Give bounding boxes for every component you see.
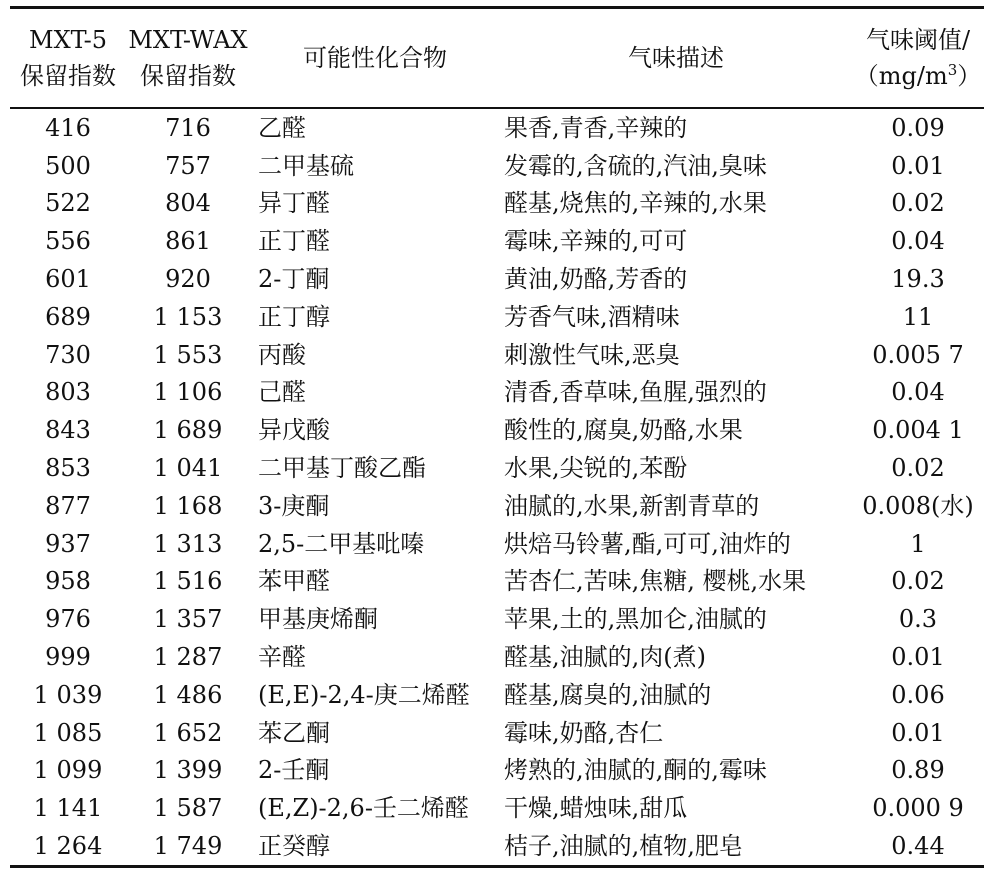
- cell-mxt5-index: 958: [45, 567, 91, 596]
- header-mxt5-retention-index: [10, 8, 126, 109]
- header-odor-description: 气味描述: [628, 44, 724, 72]
- cell-wax-index: 1 168: [153, 491, 223, 520]
- cell-odor-description: 发霉的,含硫的,汽油,臭味: [504, 151, 767, 180]
- table-body: [10, 108, 984, 866]
- header-threshold-unit-sup: 3: [947, 61, 958, 79]
- odor-compound-table: [10, 6, 984, 868]
- table-row: [10, 789, 984, 827]
- table-row: [10, 638, 984, 676]
- data-table: [10, 6, 984, 868]
- cell-compound: 丙酸: [258, 340, 306, 369]
- cell-compound: 2-壬酮: [258, 756, 330, 785]
- cell-odor-description: 苦杏仁,苦味,焦糖, 樱桃,水果: [504, 567, 807, 596]
- table-row: [10, 411, 984, 449]
- cell-wax-index: 757: [165, 151, 211, 180]
- table-row: [10, 563, 984, 601]
- cell-compound: 苯甲醛: [258, 567, 330, 596]
- cell-odor-threshold: 0.008(水): [862, 491, 974, 520]
- cell-odor-threshold: 0.04: [891, 227, 945, 256]
- cell-odor-threshold: 0.89: [891, 756, 945, 785]
- header-wax-line1: MXT-WAX: [128, 26, 248, 54]
- header-row: [10, 8, 984, 109]
- table-row: [10, 147, 984, 185]
- cell-odor-threshold: 0.3: [898, 605, 938, 634]
- cell-odor-threshold: 0.004 1: [872, 416, 964, 445]
- table-row: [10, 108, 984, 147]
- cell-odor-description: 油腻的,水果,新割青草的: [504, 491, 760, 520]
- cell-odor-threshold: 0.000 9: [872, 794, 964, 823]
- cell-wax-index: 1 313: [153, 529, 223, 558]
- cell-wax-index: 1 041: [153, 454, 223, 483]
- cell-wax-index: 920: [165, 265, 211, 294]
- table-row: [10, 487, 984, 525]
- cell-mxt5-index: 730: [45, 340, 91, 369]
- cell-compound: 甲基庚烯酮: [258, 605, 378, 634]
- cell-odor-threshold: 11: [902, 302, 934, 331]
- cell-odor-threshold: 0.01: [891, 718, 945, 747]
- header-threshold-unit: [852, 58, 984, 94]
- cell-wax-index: 861: [165, 227, 211, 256]
- cell-odor-description: 刺激性气味,恶臭: [504, 340, 680, 369]
- cell-mxt5-index: 937: [45, 529, 91, 558]
- cell-odor-threshold: 0.09: [891, 113, 945, 142]
- cell-wax-index: 1 587: [153, 794, 223, 823]
- cell-mxt5-index: 601: [45, 265, 91, 294]
- table-row: [10, 714, 984, 752]
- cell-compound: 乙醛: [258, 113, 306, 142]
- cell-odor-description: 芳香气味,酒精味: [504, 302, 680, 331]
- header-wax-line2: 保留指数: [140, 62, 236, 90]
- cell-wax-index: 804: [165, 189, 211, 218]
- cell-odor-threshold: 0.02: [891, 567, 945, 596]
- cell-odor-description: 酸性的,腐臭,奶酪,水果: [504, 416, 743, 445]
- cell-compound: 正丁醇: [258, 302, 330, 331]
- cell-wax-index: 1 652: [153, 718, 223, 747]
- cell-wax-index: 1 486: [153, 680, 223, 709]
- cell-compound: 辛醛: [258, 643, 306, 672]
- cell-mxt5-index: 1 099: [33, 756, 103, 785]
- cell-odor-description: 水果,尖锐的,苯酚: [504, 454, 688, 483]
- header-wax-retention-index: [126, 8, 250, 109]
- cell-wax-index: 716: [165, 113, 211, 142]
- cell-odor-threshold: 1: [910, 529, 926, 558]
- cell-odor-description: 干燥,蜡烛味,甜瓜: [504, 794, 688, 823]
- table-row: [10, 676, 984, 714]
- cell-mxt5-index: 999: [45, 643, 91, 672]
- cell-odor-description: 黄油,奶酪,芳香的: [504, 265, 688, 294]
- header-odor-threshold: [852, 8, 984, 109]
- cell-odor-description: 醛基,烧焦的,辛辣的,水果: [504, 189, 767, 218]
- cell-odor-description: 醛基,腐臭的,油腻的: [504, 680, 712, 709]
- cell-wax-index: 1 287: [153, 643, 223, 672]
- table-row: [10, 260, 984, 298]
- cell-wax-index: 1 357: [153, 605, 223, 634]
- cell-wax-index: 1 689: [153, 416, 223, 445]
- cell-mxt5-index: 843: [45, 416, 91, 445]
- cell-mxt5-index: 1 264: [33, 832, 103, 861]
- cell-odor-threshold: 0.04: [891, 378, 945, 407]
- cell-odor-threshold: 0.06: [891, 680, 945, 709]
- cell-compound: 3-庚酮: [258, 491, 330, 520]
- header-compound: 可能性化合物: [303, 44, 447, 72]
- cell-compound: 二甲基硫: [258, 151, 354, 180]
- table-row: [10, 827, 984, 866]
- cell-odor-threshold: 19.3: [891, 265, 945, 294]
- cell-odor-threshold: 0.01: [891, 643, 945, 672]
- cell-mxt5-index: 976: [45, 605, 91, 634]
- header-threshold-line1: 气味阈值/: [865, 26, 971, 54]
- cell-mxt5-index: 877: [45, 491, 91, 520]
- table-row: [10, 374, 984, 412]
- cell-compound: 2-丁酮: [258, 265, 330, 294]
- cell-odor-description: 苹果,土的,黑加仑,油腻的: [504, 605, 767, 634]
- cell-wax-index: 1 153: [153, 302, 223, 331]
- cell-compound: 正丁醛: [258, 227, 330, 256]
- cell-odor-threshold: 0.005 7: [872, 340, 964, 369]
- cell-mxt5-index: 853: [45, 454, 91, 483]
- cell-mxt5-index: 1 039: [33, 680, 103, 709]
- cell-compound: 异丁醛: [258, 189, 330, 218]
- cell-mxt5-index: 416: [45, 113, 91, 142]
- cell-compound: (E,E)-2,4-庚二烯醛: [258, 680, 470, 709]
- cell-odor-threshold: 0.44: [891, 832, 945, 861]
- cell-odor-description: 醛基,油腻的,肉(煮): [504, 643, 706, 672]
- cell-wax-index: 1 106: [153, 378, 223, 407]
- cell-odor-threshold: 0.01: [891, 151, 945, 180]
- cell-odor-description: 烤熟的,油腻的,酮的,霉味: [504, 756, 767, 785]
- cell-compound: 异戊酸: [258, 416, 330, 445]
- table-row: [10, 752, 984, 790]
- cell-wax-index: 1 553: [153, 340, 223, 369]
- cell-odor-description: 果香,青香,辛辣的: [504, 113, 688, 142]
- cell-compound: (E,Z)-2,6-壬二烯醛: [258, 794, 469, 823]
- header-mxt5-line2: 保留指数: [20, 62, 116, 90]
- cell-compound: 正癸醇: [258, 832, 330, 861]
- cell-mxt5-index: 803: [45, 378, 91, 407]
- cell-mxt5-index: 500: [45, 151, 91, 180]
- table-row: [10, 525, 984, 563]
- cell-mxt5-index: 1 085: [33, 718, 103, 747]
- cell-odor-threshold: 0.02: [891, 189, 945, 218]
- cell-wax-index: 1 749: [153, 832, 223, 861]
- cell-odor-description: 霉味,奶酪,杏仁: [504, 718, 664, 747]
- table-row: [10, 336, 984, 374]
- cell-compound: 苯乙酮: [258, 718, 330, 747]
- cell-wax-index: 1 399: [153, 756, 223, 785]
- cell-mxt5-index: 522: [45, 189, 91, 218]
- cell-odor-threshold: 0.02: [891, 454, 945, 483]
- table-row: [10, 298, 984, 336]
- table-row: [10, 222, 984, 260]
- cell-compound: 二甲基丁酸乙酯: [258, 454, 426, 483]
- cell-odor-description: 霉味,辛辣的,可可: [504, 227, 688, 256]
- header-mxt5-line1: MXT-5: [29, 26, 107, 54]
- cell-mxt5-index: 1 141: [33, 794, 103, 823]
- header-threshold-unit-pre: （mg/m: [854, 62, 948, 90]
- cell-odor-description: 烘焙马铃薯,酯,可可,油炸的: [504, 529, 791, 558]
- cell-mxt5-index: 689: [45, 302, 91, 331]
- cell-compound: 己醛: [258, 378, 306, 407]
- cell-compound: 2,5-二甲基吡嗪: [258, 529, 425, 558]
- cell-wax-index: 1 516: [153, 567, 223, 596]
- table-row: [10, 185, 984, 223]
- cell-mxt5-index: 556: [45, 227, 91, 256]
- cell-odor-description: 清香,香草味,鱼腥,强烈的: [504, 378, 767, 407]
- header-threshold-unit-post: ）: [957, 62, 982, 90]
- cell-odor-description: 桔子,油腻的,植物,肥皂: [504, 832, 743, 861]
- table-row: [10, 600, 984, 638]
- table-row: [10, 449, 984, 487]
